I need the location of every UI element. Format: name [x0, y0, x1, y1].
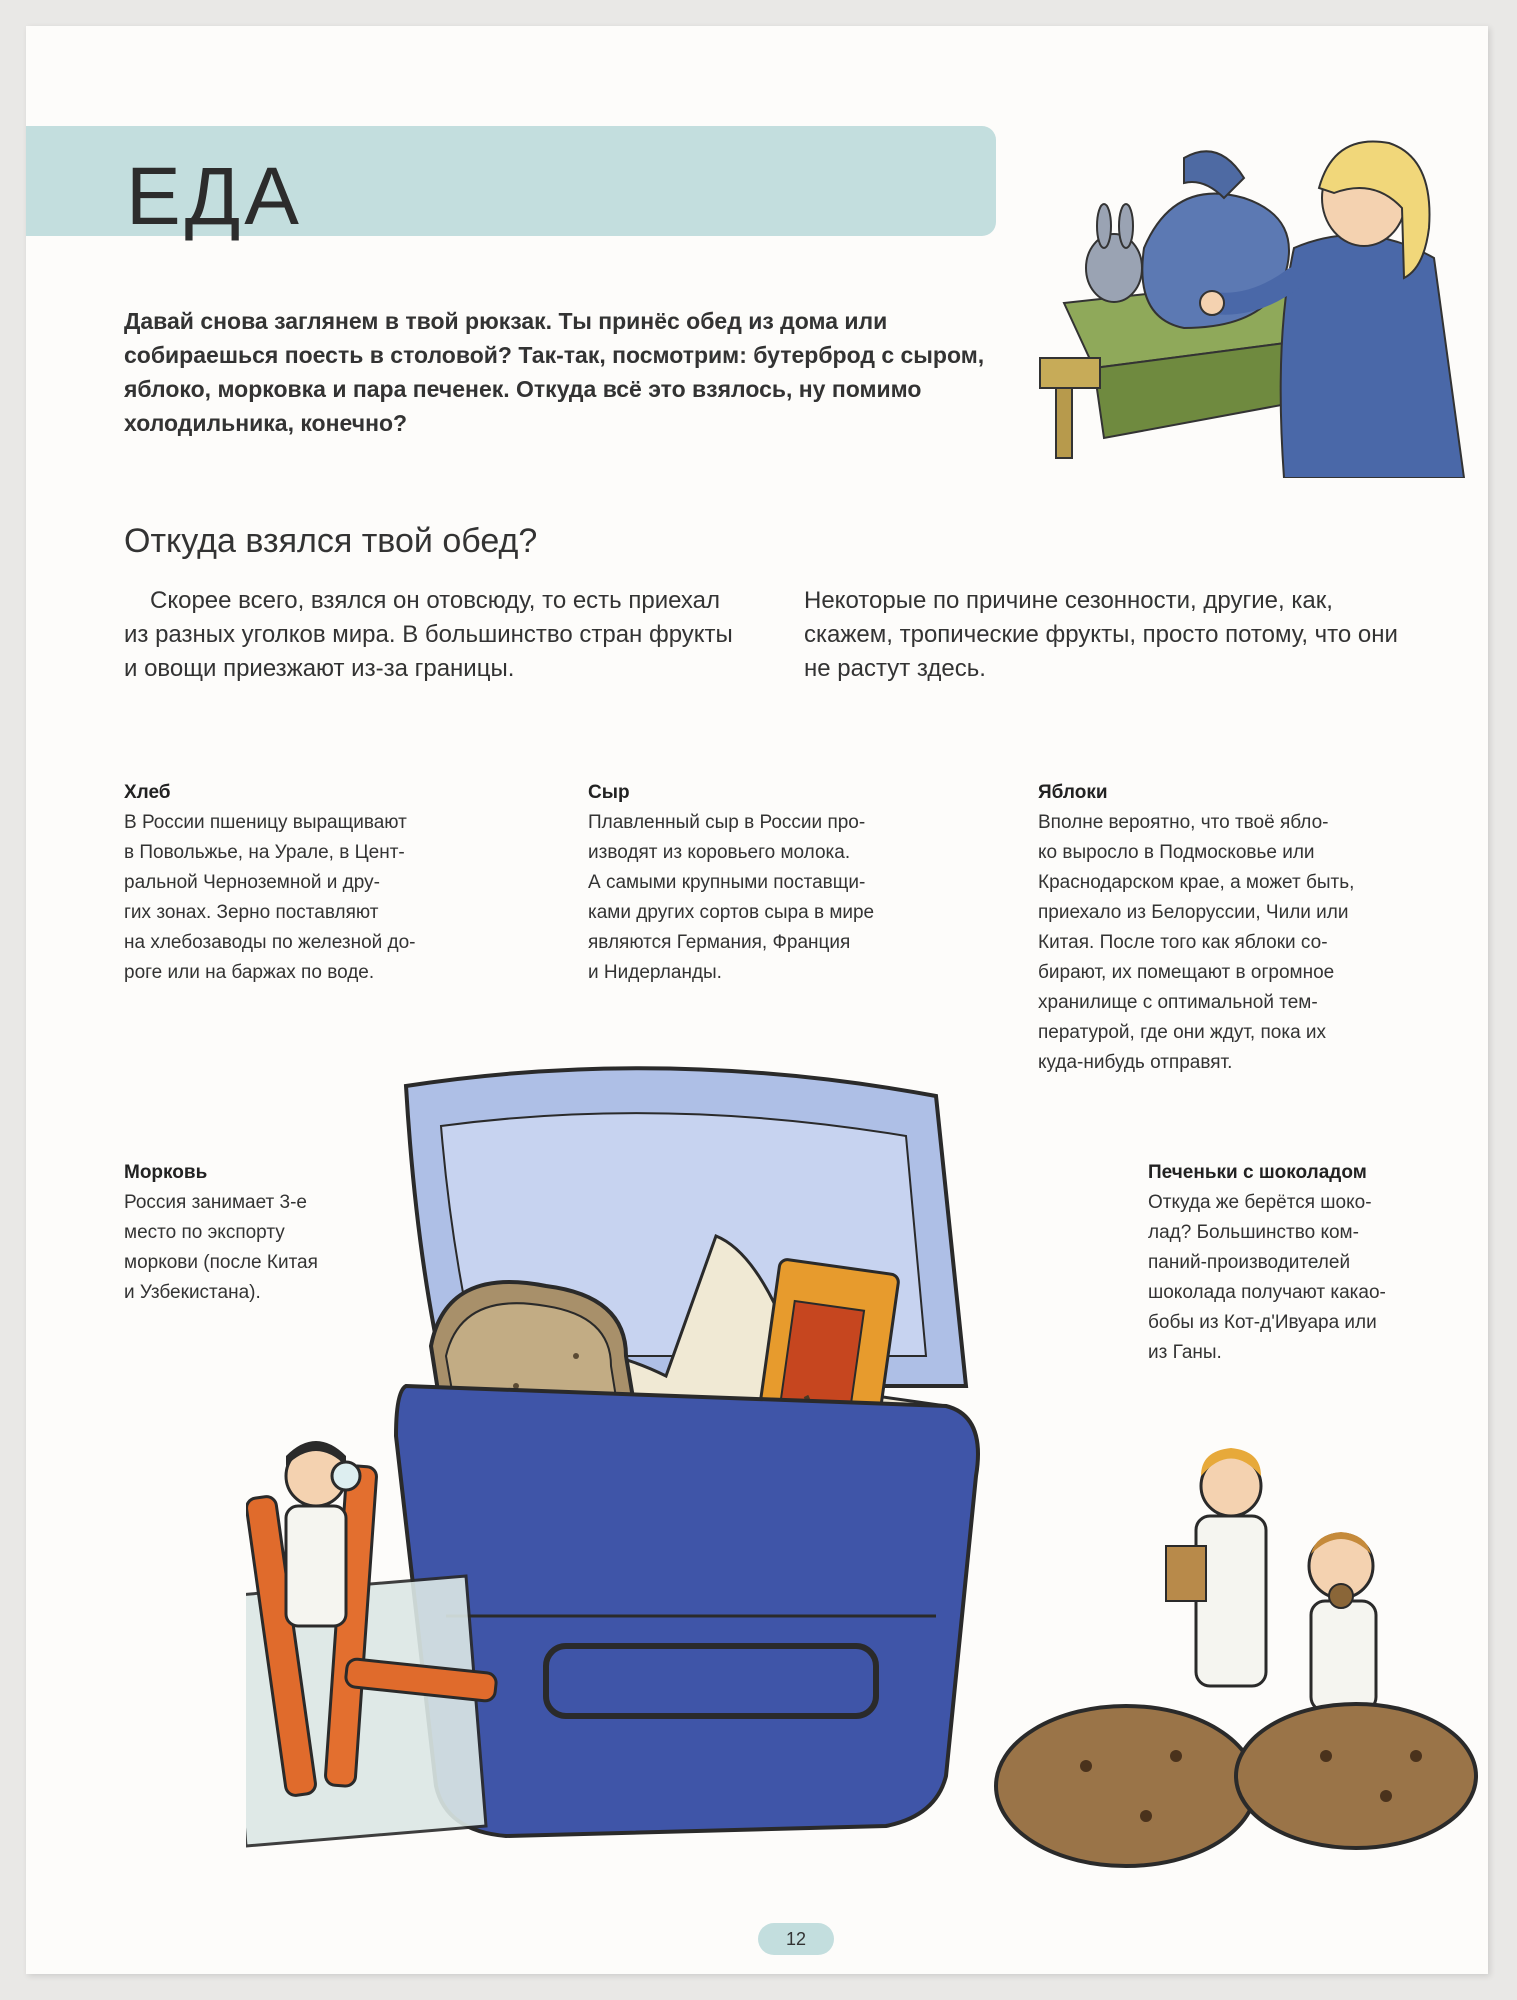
note-bread — [124, 778, 484, 988]
note-bread-text: В России пшеницу выращивают в Повольжье, на Урале, в Цент- ральной Черноземной и дру- гих зонах. Зерно поставляют на хлебозаводы по железной до- роге или на баржах по воде. — [124, 812, 416, 983]
section-heading: Откуда взялся твой обед? — [124, 522, 538, 560]
section-text-left: Скорее всего, взялся он отовсюду, то есть приехал из разных уголков мира. В большинство стран фрукты и овощи приезжают из-за границы. — [124, 587, 733, 682]
note-apples-title: Яблоки — [1038, 782, 1108, 803]
lunchbox-body — [396, 1386, 978, 1836]
page-number: 12 — [758, 1923, 834, 1955]
scientist-eating — [1309, 1532, 1376, 1711]
scientist-clipboard — [1166, 1448, 1266, 1686]
intro-paragraph: Давай снова заглянем в твой рюкзак. Ты принёс обед из дома или собираешься поесть в столовой? Так-так, посмотрим: бутерброд с сыром, яблоко, морковка и пара печенек. Откуда всё это взялось, ну помимо холодильника, конечно? — [124, 308, 985, 436]
cookies — [996, 1704, 1476, 1866]
note-cheese — [588, 778, 948, 988]
note-cookies-title: Печеньки с шоколадом — [1148, 1162, 1367, 1183]
note-cheese-text: Плавленный сыр в России про- изводят из коровьего молока. А самыми крупными поставщи- ками других сортов сыра в мире являются Германия, Франция и Нидерланды. — [588, 812, 875, 983]
note-cookies-text: Откуда же берётся шоко- лад? Большинство ком- паний-производителей шоколада получают какао- бобы из Кот-д'Ивуара или из Ганы. — [1148, 1192, 1386, 1363]
note-cheese-title: Сыр — [588, 782, 630, 803]
note-bread-title: Хлеб — [124, 782, 171, 803]
backpack-girl-illustration — [1034, 138, 1474, 478]
page-title: ЕДА — [126, 151, 303, 242]
note-apples — [1038, 778, 1418, 1078]
lunchbox-illustration — [246, 1056, 1486, 1916]
book-page — [26, 26, 1488, 1974]
section-text-right: Некоторые по причине сезонности, другие, как, скажем, тропические фрукты, просто потому, что они не растут здесь. — [804, 587, 1398, 682]
note-apples-text: Вполне вероятно, что твоё ябло- ко выросло в Подмосковье или Краснодарском крае, а может быть, приехало из Белоруссии, Чили или Китая. После того как яблоки со- бирают, их помещают в огромное хранилище с оптимальной тем- пературой, где они ждут, пока их куда-нибудь отправят. — [1038, 812, 1355, 1073]
note-carrot-title: Морковь — [124, 1162, 208, 1183]
note-carrot-text: Россия занимает 3-е место по экспорту моркови (после Китая и Узбекистана). — [124, 1192, 318, 1303]
